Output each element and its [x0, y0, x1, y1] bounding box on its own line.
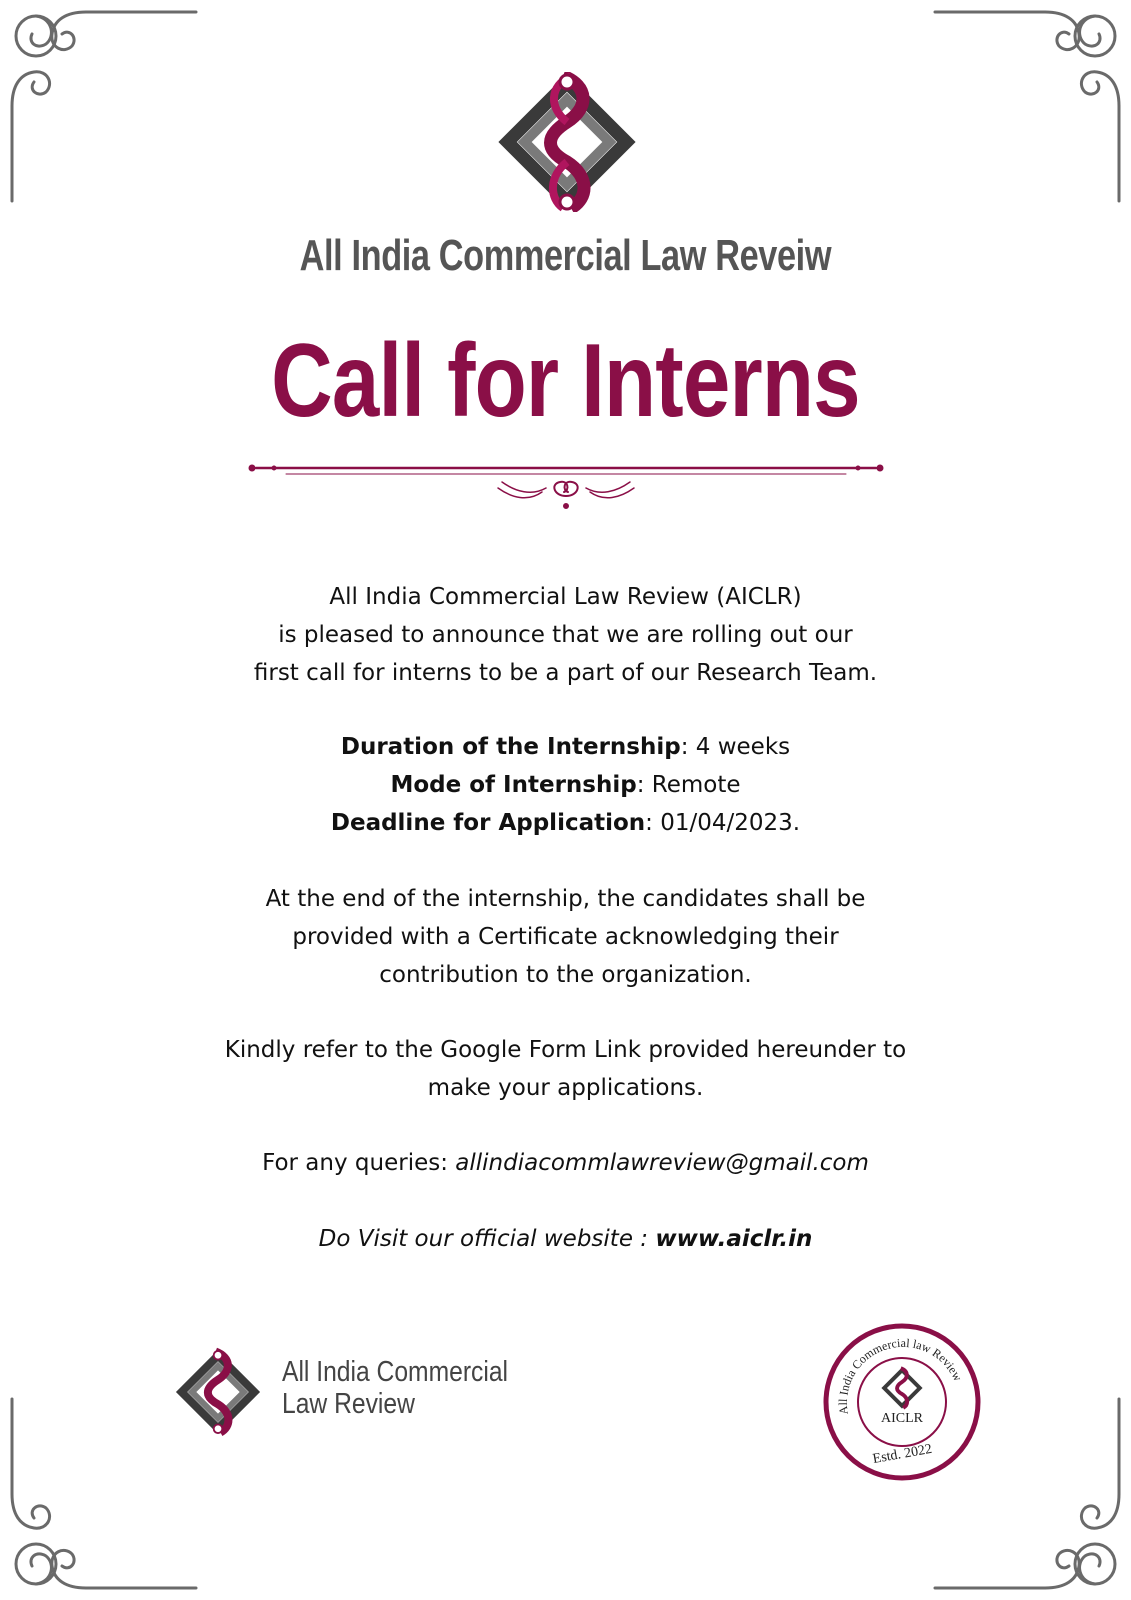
- website-line: [0, 1220, 1131, 1258]
- application-paragraph: [0, 1031, 1131, 1107]
- footer-org-line: Law Review: [282, 1388, 415, 1420]
- deadline-label: Deadline for Application: [330, 810, 646, 836]
- contact-line: [0, 1144, 1131, 1182]
- seal-arc-text: All India Commercial law Review: [835, 1335, 966, 1416]
- deadline-row: [0, 804, 1131, 842]
- page-title: Call for Interns: [271, 323, 860, 439]
- corner-ornament-top-right: [925, 6, 1125, 216]
- application-line: make your applications.: [427, 1075, 704, 1101]
- duration-value: : 4 weeks: [680, 734, 791, 760]
- corner-ornament-top-left: [6, 6, 206, 216]
- certificate-line: provided with a Certificate acknowledging their: [292, 924, 839, 950]
- mode-row: [0, 766, 1131, 804]
- duration-label: Duration of the Internship: [340, 734, 681, 760]
- deadline-value: : 01/04/2023.: [645, 810, 801, 836]
- intro-line: is pleased to announce that we are rolling out our: [278, 622, 853, 648]
- certificate-paragraph: [0, 880, 1131, 994]
- footer-organization-name: [282, 1356, 508, 1420]
- aiclr-logo-small: [172, 1346, 264, 1438]
- footer-org-line: All India Commercial: [282, 1356, 509, 1388]
- intro-line: first call for interns to be a part of our Research Team.: [253, 660, 878, 686]
- duration-row: [0, 728, 1131, 766]
- website-link[interactable]: www.aiclr.in: [655, 1226, 813, 1252]
- aiclr-seal-stamp: [822, 1322, 982, 1482]
- organization-title: All India Commercial Law Reveiw: [299, 231, 832, 280]
- contact-email-link[interactable]: allindiacommlawreview@gmail.com: [455, 1150, 869, 1176]
- certificate-line: contribution to the organization.: [379, 962, 752, 988]
- seal-established: Estd. 2022: [871, 1441, 934, 1468]
- intro-line: All India Commercial Law Review (AICLR): [329, 584, 802, 610]
- aiclr-logo: [492, 72, 642, 212]
- mode-value: : Remote: [636, 772, 741, 798]
- intro-paragraph: [0, 578, 1131, 692]
- mode-label: Mode of Internship: [390, 772, 637, 798]
- contact-label: For any queries:: [262, 1150, 456, 1176]
- website-label: Do Visit our official website :: [318, 1226, 656, 1252]
- application-line: Kindly refer to the Google Form Link provided hereunder to: [224, 1037, 907, 1063]
- seal-abbreviation: AICLR: [881, 1411, 923, 1426]
- certificate-line: At the end of the internship, the candidates shall be: [265, 886, 866, 912]
- internship-details: [0, 728, 1131, 842]
- ornamental-divider: [246, 462, 886, 514]
